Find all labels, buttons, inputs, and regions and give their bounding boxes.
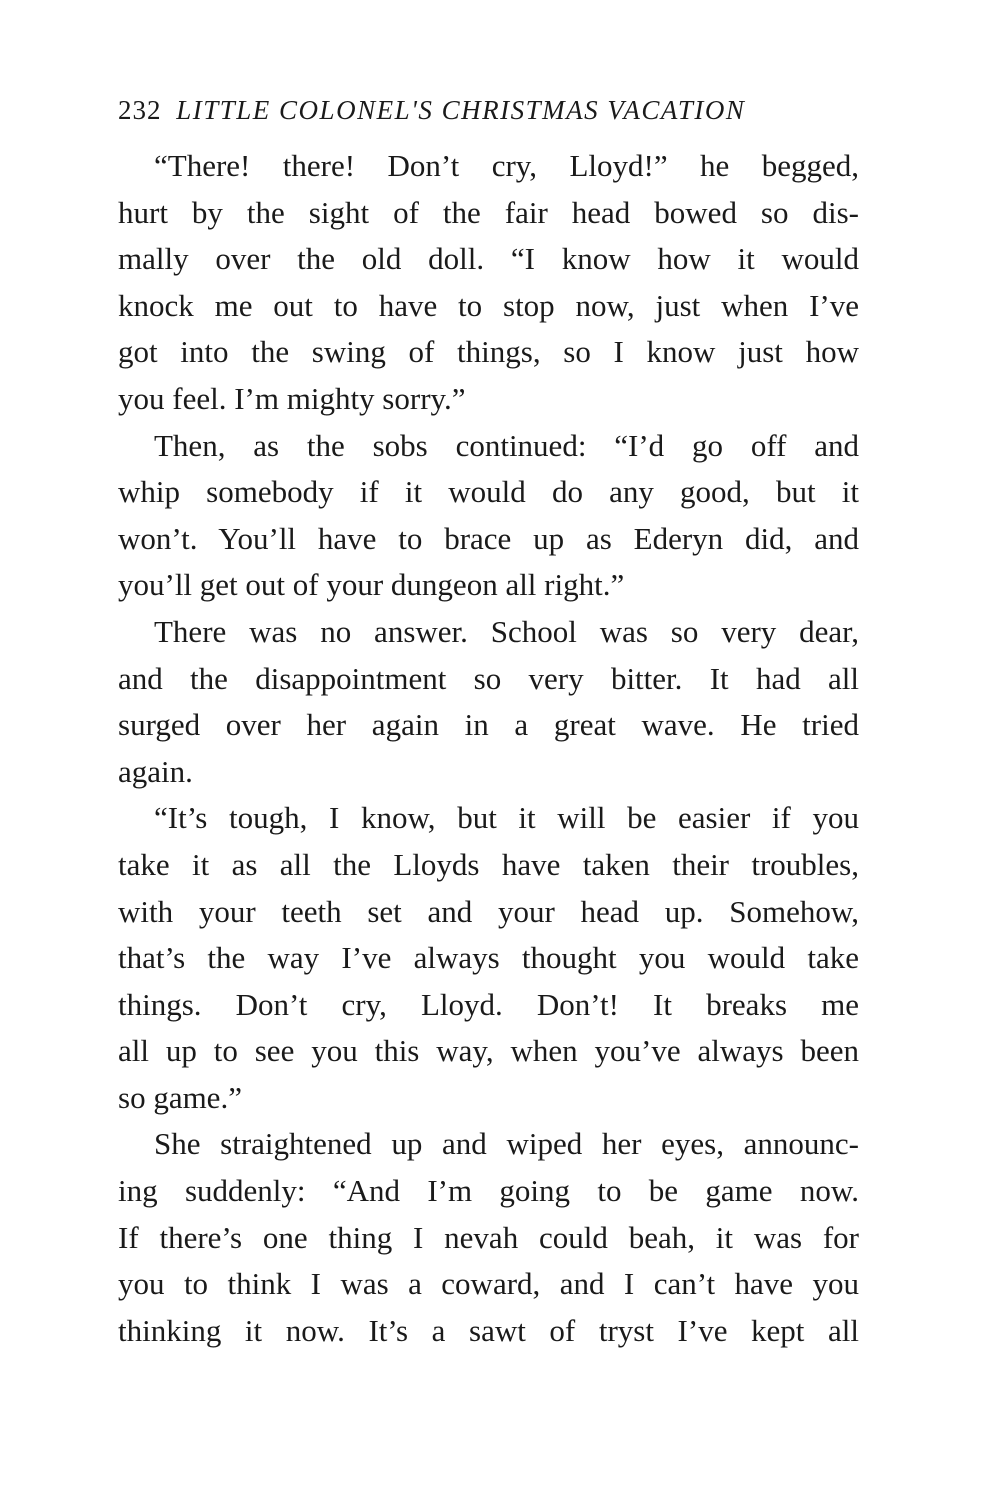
text-line: hurt by the sight of the fair head bowed so dis- xyxy=(118,194,859,230)
text-line: ing suddenly: “And I’m going to be game now. xyxy=(118,1173,859,1209)
text-line: whip somebody if it would do any good, but it xyxy=(118,474,859,510)
text-line: you feel. I’m mighty sorry.” xyxy=(118,380,466,416)
text-line: and the disappointment so very bitter. It had all xyxy=(118,660,859,696)
text-line: you’ll get out of your dungeon all right.” xyxy=(118,567,625,603)
text-line: Then, as the sobs continued: “I’d go off and xyxy=(154,427,859,463)
text-line: you to think I was a coward, and I can’t have you xyxy=(118,1266,859,1302)
text-line: If there’s one thing I nevah could beah, it was for xyxy=(118,1219,859,1255)
text-line: mally over the old doll. “I know how it would xyxy=(118,241,859,277)
text-line: surged over her again in a great wave. He tried xyxy=(118,707,859,743)
text-line: with your teeth set and your head up. Somehow, xyxy=(118,893,859,929)
text-line: got into the swing of things, so I know just how xyxy=(118,334,859,370)
text-line: She straightened up and wiped her eyes, announc- xyxy=(154,1126,859,1162)
text-line: that’s the way I’ve always thought you would take xyxy=(118,940,859,976)
text-line: “It’s tough, I know, but it will be easier if you xyxy=(154,800,859,836)
text-line: things. Don’t cry, Lloyd. Don’t! It breaks me xyxy=(118,986,859,1022)
text-line: won’t. You’ll have to brace up as Ederyn did, and xyxy=(118,520,859,556)
text-line: thinking it now. It’s a sawt of tryst I’ve kept all xyxy=(118,1312,859,1348)
text-line: There was no answer. School was so very dear, xyxy=(154,613,859,649)
running-head xyxy=(118,93,745,127)
text-line: so game.” xyxy=(118,1079,242,1115)
text-line: “There! there! Don’t cry, Lloyd!” he begged, xyxy=(154,148,859,183)
text-line: knock me out to have to stop now, just when I’ve xyxy=(118,287,859,323)
page-number: 232 xyxy=(118,95,162,125)
text-line: all up to see you this way, when you’ve always been xyxy=(118,1033,859,1069)
body-text xyxy=(118,143,859,1354)
text-line: take it as all the Lloyds have taken their troubles, xyxy=(118,846,859,882)
running-title: LITTLE COLONEL'S CHRISTMAS VACATION xyxy=(176,95,746,125)
text-line: again. xyxy=(118,753,193,789)
